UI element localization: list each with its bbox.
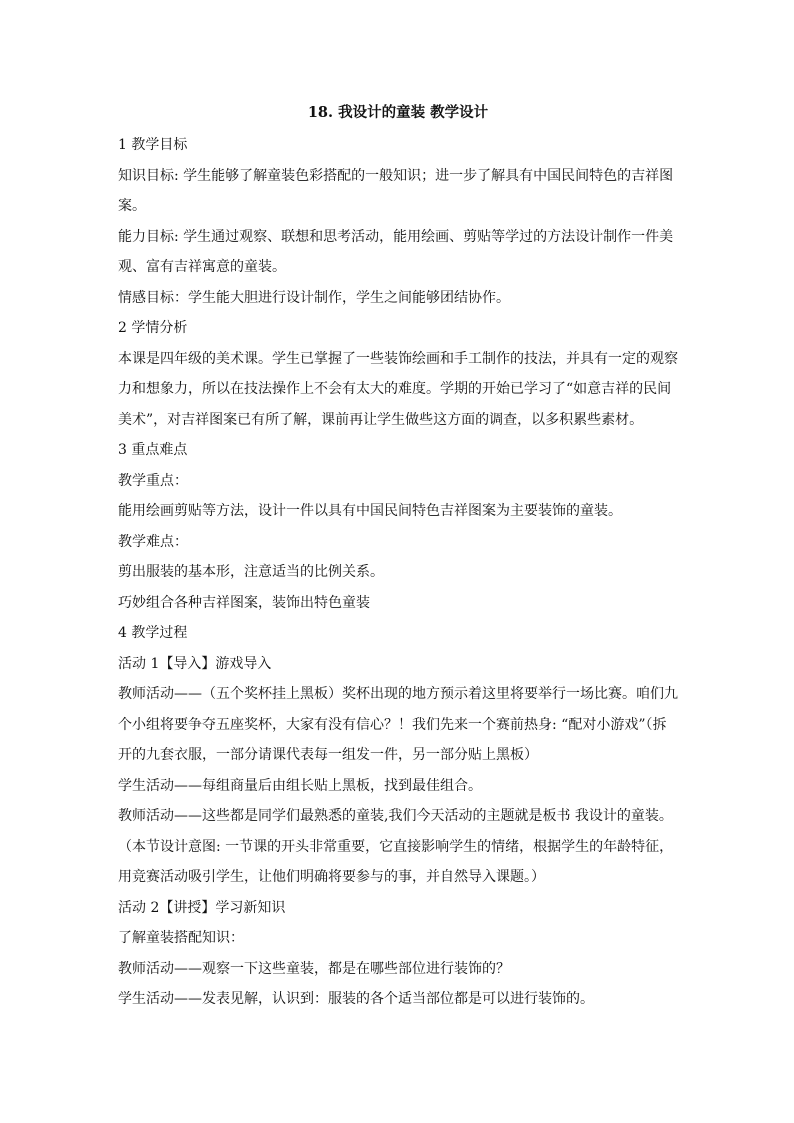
paragraph-line: 学生活动——发表见解，认识到：服装的各个适当部位都是可以进行装饰的。 [118,991,594,1007]
paragraph-line: 教学难点： [118,533,188,550]
paragraph-line: 学生活动——每组商量后由组长贴上黑板，找到最佳组合。 [118,777,482,794]
paragraph-line: 观、富有吉祥寓意的童装。 [118,259,286,275]
paragraph-line: 巧妙组合各种吉祥图案，装饰出特色童装 [118,594,370,611]
paragraph-line: （本节设计意图: 一节课的开头非常重要，它直接影响学生的情绪，根据学生的年龄特征， [118,838,674,855]
activity-heading: 活动 2【讲授】学习新知识 [118,899,286,916]
document-title: 18. 我设计的童装 教学设计 [307,104,489,121]
paragraph-line: 了解童装搭配知识： [118,930,244,946]
section-heading-analysis: 2 学情分析 [118,320,188,336]
paragraph-line: 剪出服装的基本形，注意适当的比例关系。 [118,564,384,580]
paragraph-line: 本课是四年级的美术课。学生已掌握了一些装饰绘画和手工制作的技法，并具有一定的观察 [118,350,678,367]
section-heading-key-points: 3 重点难点 [118,442,188,458]
paragraph-line: 力和想象力，所以在技法操作上不会有太大的难度。学期的开始已学习了“如意吉祥的民间 [118,381,672,397]
paragraph-line: 情感目标：学生能大胆进行设计制作，学生之间能够团结协作。 [118,289,510,306]
paragraph-line: 教师活动——（五个奖杯挂上黑板）奖杯出现的地方预示着这里将要举行一场比赛。咱们九 [118,686,678,702]
paragraph-line: 能用绘画剪贴等方法，设计一件以具有中国民间特色吉祥图案为主要装饰的童装。 [118,503,622,519]
paragraph-line: 能力目标: 学生通过观察、联想和思考活动，能用绘画、剪贴等学过的方法设计制作一件美 [118,228,674,245]
paragraph-line: 案。 [118,198,146,214]
section-heading-process: 4 教学过程 [118,625,188,641]
paragraph-line: 知识目标: 学生能够了解童装色彩搭配的一般知识；进一步了解具有中国民间特色的吉祥图 [118,167,674,184]
paragraph-line: 教师活动——观察一下这些童装，都是在哪些部位进行装饰的？ [118,960,510,977]
document-page [118,100,678,1015]
paragraph-line: 教学重点： [118,472,188,489]
paragraph-line: 美术”，对吉祥图案已有所了解，课前再让学生做些这方面的调查，以多积累些素材。 [118,411,644,428]
paragraph-line: 用竞赛活动吸引学生，让他们明确将要参与的事，并自然导入课题。） [118,869,545,885]
section-heading-objectives: 1 教学目标 [118,137,188,153]
paragraph-line: 开的九套衣服，一部分请课代表每一组发一件，另一部分贴上黑板） [118,747,538,763]
paragraph-line: 个小组将要争夺五座奖杯，大家有没有信心？！我们先来一个赛前热身: “配对小游戏”（拆 [118,716,667,733]
paragraph-line: 教师活动——这些都是同学们最熟悉的童装,我们今天活动的主题就是板书 我设计的童装。 [118,808,673,824]
activity-heading: 活动 1【导入】游戏导入 [118,655,272,672]
